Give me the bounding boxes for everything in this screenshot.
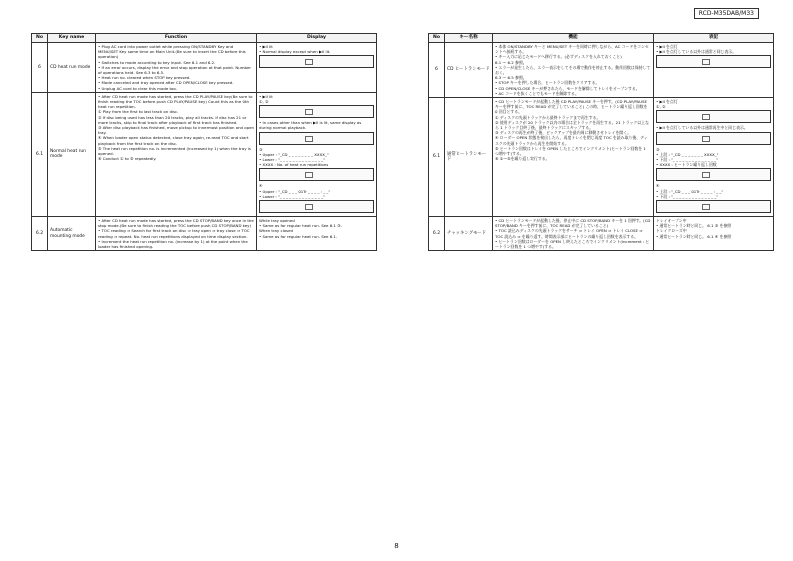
table-row	[429, 98, 774, 217]
col-display: Display	[257, 34, 377, 43]
left-spec-table	[31, 33, 377, 251]
col-no: No	[32, 34, 48, 43]
function-line: • Plug AC cord into power outlet while pressing ON/STANDBY Key and MENU/SET Key same time on Main Unit.(Be sure to insert the CD before this operation)	[98, 44, 246, 60]
lcd-segment-icon	[305, 136, 313, 142]
lcd-segment-icon	[702, 204, 710, 210]
row-number: 6	[429, 43, 445, 98]
row-function	[493, 43, 654, 98]
display-line: ①, ②	[656, 104, 666, 110]
col-function-jp: 機能	[493, 34, 654, 43]
row-display	[257, 217, 377, 251]
display-line: • ▶II を点灯	[656, 44, 678, 49]
display-line: ④	[259, 183, 263, 189]
row-key-name: CD heat run mode	[48, 43, 96, 93]
display-line: • 通常ヒートラン時と同じ。 6.1 ④ を参照	[656, 233, 732, 239]
display-line: • ▶II を点灯	[656, 99, 678, 105]
row-key-name: チャッキングモード	[445, 217, 493, 251]
function-line: 6.1 〜 6.2 参照。	[495, 59, 527, 65]
right-spec-table	[428, 33, 774, 251]
function-line: ① Play from the first to last track on disc.	[98, 109, 179, 115]
table-row	[32, 217, 377, 251]
lcd-display-illustration	[656, 110, 771, 123]
lcd-display-illustration	[259, 168, 374, 181]
display-line: • XXXX : No. of heat run repetitions	[259, 162, 329, 168]
row-display	[257, 92, 377, 216]
function-line: • Increment the heat run repetition no. (increase by 1) at the point when the loader has finished opening.	[98, 238, 248, 250]
lcd-segment-icon	[702, 172, 710, 178]
lcd-segment-icon	[305, 109, 313, 115]
row-display	[654, 43, 774, 98]
row-number: 6.1	[429, 98, 445, 217]
lcd-display-illustration	[259, 132, 374, 145]
table-row	[32, 92, 377, 216]
lcd-display-illustration	[259, 200, 374, 213]
function-line: • キー入力に応じたモードへ移行する。(必ずディスクを入れておくこと)	[495, 54, 622, 60]
display-line: • 通常ヒートラン時と同じ。 6.1 ③ を参照	[656, 223, 732, 229]
lcd-segment-icon	[702, 136, 710, 142]
display-line: • Upper : "_CD _ _ _ 01Tr _ _ _ _ : _ _"	[259, 188, 331, 194]
function-line: • TOC 読込みディスクの先頭トラックをサーチ ⇒ トレイ OPEN ⇒ トレイ CLOSE ⇒ TOC 読込み ⇒ を繰り返す。時間表示部にヒートランの繰り返し回数を表示する。	[495, 228, 643, 239]
display-line: • Same as for regular heat run. See 6.1 ③.	[259, 223, 342, 229]
function-line: • CD ヒートランモードが起動した後、停止中に CD STOP/BAND キーを 1 回押す。(CD STOP/BAND キーを押す前に、TOC READ が完了していること)	[495, 218, 651, 229]
display-line: • 下段 : "_ _ _ _ _ _ _ _ _ _ _ _ _ _"	[656, 193, 718, 199]
row-number: 6	[32, 43, 48, 93]
lcd-display-illustration	[656, 168, 771, 181]
function-line: • After CD heat run mode has started, press the CD STOP/BAND key once in the stop mode.(Be sure to finish reading the TOC before push CD STOP/BAND key)	[98, 218, 254, 229]
function-line: • Switches to mode according to key input. See 6.1 and 6.2.	[98, 59, 216, 65]
row-number: 6.1	[32, 92, 48, 216]
display-line: トレイオープン中	[656, 218, 687, 224]
lcd-display-illustration	[656, 200, 771, 213]
function-line: ① ディスクの先頭トラックから最終トラックまで再生する。	[495, 114, 601, 120]
function-line: ④ ローダー OPEN 状態を検出したら、再度トレイを閉じ再度 TOC を読み取り後、ディスクの先頭トラックから再生を開始する。	[495, 135, 648, 146]
display-line: • 下段 : "_ _ _ _ _ _ _ _ _ _ _ _ _ _"	[656, 157, 718, 163]
row-number: 6.2	[32, 217, 48, 251]
function-line: • エラーが発生したら、エラー表示をしてその場で動作を停止する。動作回数は保持しておく。	[495, 64, 651, 76]
function-line: • AC コードを抜くことでもモードを解除する。	[495, 90, 579, 96]
display-line: • Lower : "_ _ _ _ _ _ _ _ _ _ _ _ _ _"	[259, 157, 325, 163]
function-line: • Heat run no. cleared when STOP key pressed.	[98, 75, 191, 81]
row-function	[493, 217, 654, 251]
display-line: • ▶II lit	[259, 93, 273, 99]
display-line: When tray closed	[259, 228, 293, 234]
function-line: • 本体 ON/STANDBY キーと MENU/SET キーを同時に押しながら、AC コードをコンセントへ接続する。	[495, 44, 649, 55]
display-line: • 上段 : "_CD _ _ _ 01Tr _ _ _ _ : _ _"	[656, 188, 724, 194]
row-key-name: CD ヒートランモード	[445, 43, 493, 98]
row-function	[96, 43, 257, 93]
row-display	[654, 217, 774, 251]
lcd-display-illustration	[656, 132, 771, 145]
function-line: ④ When loader open status detected, close tray again, re-read TOC and start playback from the first track on the disc.	[98, 135, 249, 146]
page-number: 8	[394, 542, 399, 550]
row-function	[96, 217, 257, 251]
lcd-segment-icon	[305, 59, 313, 65]
display-line: • Upper : "_CD _ _ _ _ _ _ _ _ XXXX_"	[259, 151, 329, 157]
table-row	[429, 217, 774, 251]
function-line: 6.3 〜 6.5 参照。	[495, 75, 527, 81]
lcd-segment-icon	[702, 114, 710, 120]
function-line: • ヒートラン回数はローダーを OPEN し終えたところでインクリメント(increment : ヒートラン回数を 1 つ増やす)する。	[495, 238, 650, 250]
row-key-name: 通常ヒートランモード	[445, 98, 493, 217]
display-line: • ▶II lit	[259, 44, 273, 49]
lcd-display-illustration	[259, 105, 374, 118]
display-line: • Same as for regular heat run. See 6.1.	[259, 233, 338, 239]
function-line: ② 使用ディスクが 20 トラック以内の場合は全トラックを再生する。21 トラック以上なら 1 トラック目終了後、最終トラックにスキップする。	[495, 119, 649, 131]
row-key-name: Normal heat run mode	[48, 92, 96, 216]
function-line: ③ ディスクの再生が終了後、ピックアップを最内周に移動させトレイを開く。	[495, 130, 631, 136]
display-line: • Normal display except when ▶II lit.	[259, 49, 331, 55]
col-key-name-jp: キー名称	[445, 34, 493, 43]
lcd-display-illustration	[656, 55, 771, 68]
display-line: ④	[656, 183, 660, 189]
function-line: ⑤ The heat run repetition no. is incremented (increased by 1) when the tray is opened.	[98, 145, 251, 157]
table-row	[429, 43, 774, 98]
display-line: • Lower : "_ _ _ _ _ _ _ _ _ _ _ _ _ _"	[259, 193, 325, 199]
lcd-segment-icon	[305, 204, 313, 210]
function-line: • CD ヒートランモードが起動した後 CD PLAY/PAUSE キーを押す。(CD PLAY/PAUSE キーを押す前に、TOC READ が完了していること) この時、ヒートラン繰り返し回数を 0 回目とする。	[495, 99, 648, 115]
display-line: ③	[656, 146, 660, 152]
col-no-jp: No	[429, 34, 445, 43]
function-line: • TOC reading ⇒ Search for first track on disc ⇒ tray open ⇒ tray close ⇒ TOC reading ⇒ repeat. No. heat run repetitions displayed on time display section.	[98, 228, 250, 239]
row-function	[493, 98, 654, 217]
display-line: • ▶II を点灯している以外は通常再生中と同じ表示。	[656, 125, 748, 131]
function-line: • CD OPEN/CLOSE キーが押されたら、モードを解除してトレイをオープンする。	[495, 85, 640, 91]
row-display	[654, 98, 774, 217]
function-line: • After CD heat run mode has started, press the CD PLAY/PAUSE key(Be sure to finish reading the TOC before push CD PLAY/PAUSE key) Count this as the 0th heat run repetition.	[98, 93, 253, 110]
function-line: • If an error occurs, display the error and stop operation at that point. Number of operations held. See 6.3 to 6.5.	[98, 64, 252, 76]
function-line: • Mode canceled and tray opened after CD OPEN/CLOSE key pressed.	[98, 80, 234, 86]
function-line: • Unplug AC cord to clear this mode too.	[98, 85, 177, 91]
function-line: ⑤ ヒートラン回数はトレイを OPEN したところでインクリメント(ヒートラン回数を 1 つ増やす)する。	[495, 145, 646, 157]
lcd-segment-icon	[305, 172, 313, 178]
function-line: ⑥ Conduct ① to ⑤ repeatedly.	[98, 156, 157, 162]
col-display-jp: 表記	[654, 34, 774, 43]
display-line: ③	[259, 146, 263, 152]
display-line: トレイクローズ中	[656, 228, 687, 234]
row-key-name: Automatic mounting mode	[48, 217, 96, 251]
row-function	[96, 92, 257, 216]
display-line: • In cases other than when ▶II is lit, same display as during normal playback.	[259, 120, 362, 131]
function-line: ② If disc being used has less than 20 tracks, play all tracks. If disc has 21 or more tracks, skip to final track after playback of first track has finished.	[98, 114, 247, 125]
model-number: RCD-M35DAB/M33	[694, 8, 759, 19]
col-function: Function	[96, 34, 257, 43]
lcd-segment-icon	[702, 59, 710, 65]
display-line: • 上段 : "_CD _ _ _ _ _ _ _ XXXX_"	[656, 151, 719, 157]
display-line: While tray opened	[259, 218, 295, 224]
col-key-name: Key name	[48, 34, 96, 43]
lcd-display-illustration	[259, 55, 374, 68]
display-line: • ▶II を点灯している以外は通常と同じ表示。	[656, 49, 737, 55]
row-display	[257, 43, 377, 93]
function-line: ③ After disc playback has finished, move pickup to innermost position and open tray.	[98, 125, 254, 136]
function-line: ⑥ ①〜⑤を繰り返し実行する。	[495, 156, 550, 162]
row-number: 6.2	[429, 217, 445, 251]
display-line: ①, ②	[259, 99, 269, 105]
function-line: • STOP キーを押した場合、ヒートラン回数をクリアする。	[495, 80, 600, 86]
table-row	[32, 43, 377, 93]
display-line: • XXXX : ヒートラン繰り返し回数	[656, 162, 717, 168]
